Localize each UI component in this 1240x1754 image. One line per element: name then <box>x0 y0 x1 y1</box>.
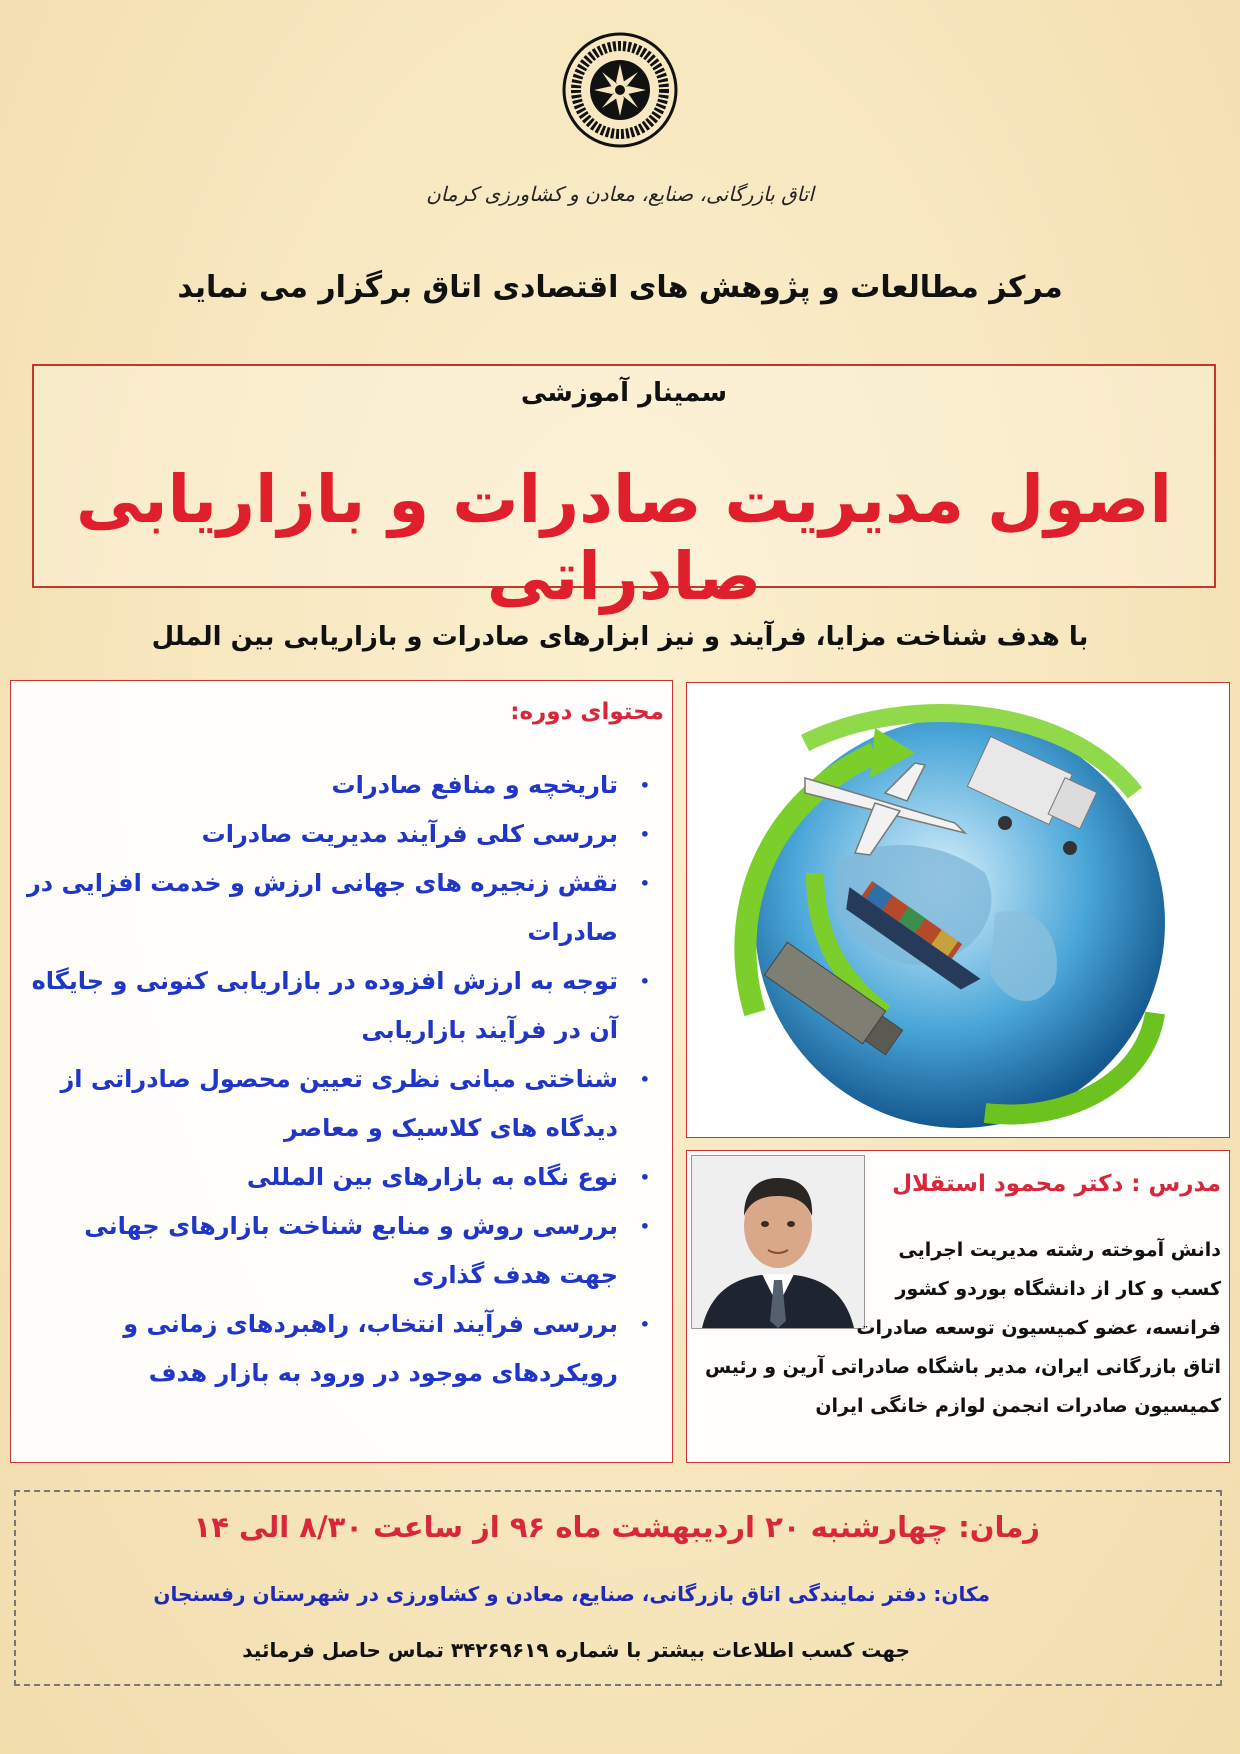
content-list <box>21 761 650 1398</box>
event-time: زمان: چهارشنبه ۲۰ اردیبهشت ماه ۹۶ از ساعت ۸/۳۰ الی ۱۴ <box>193 1510 1040 1544</box>
list-item: • تاریخچه و منافع صادرات <box>21 761 650 810</box>
bullet-icon: • <box>639 1168 650 1187</box>
bullet-icon: • <box>639 825 650 844</box>
bio-line: کمیسیون صادرات انجمن لوازم خانگی ایران <box>815 1395 1221 1417</box>
instructor-bio <box>701 1231 1221 1426</box>
event-place: مکان: دفتر نمایندگی اتاق بازرگانی، صنایع، معادن و کشاورزی در شهرستان رفسنجان <box>153 1582 990 1606</box>
list-item: • نوع نگاه به بازارهای بین المللی <box>21 1153 650 1202</box>
organizer-line: مرکز مطالعات و پژوهش های اقتصادی اتاق برگزار می نماید <box>177 270 1063 305</box>
bio-line: فرانسه، عضو کمیسیون توسعه صادرات <box>856 1317 1221 1339</box>
seminar-title: اصول مدیریت صادرات و بازاریابی صادراتی <box>75 461 1173 615</box>
list-item: • بررسی کلی فرآیند مدیریت صادرات <box>21 810 650 859</box>
list-item: • توجه به ارزش افزوده در بازاریابی کنونی و جایگاه آن در فرآیند بازاریابی <box>21 957 650 1055</box>
bio-line: دانش آموخته رشته مدیریت اجرایی <box>898 1239 1221 1261</box>
bullet-icon: • <box>639 1315 650 1334</box>
bullet-icon: • <box>639 874 650 893</box>
event-info-box <box>14 1490 1222 1686</box>
instructor-box <box>686 1150 1230 1463</box>
bio-line: کسب و کار از دانشگاه بوردو کشور <box>895 1278 1221 1300</box>
goal-line: با هدف شناخت مزایا، فرآیند و نیز ابزارهای صادرات و بازاریابی بین الملل <box>151 622 1089 652</box>
title-box <box>32 364 1216 615</box>
chamber-logo <box>560 30 680 150</box>
globe-illustration <box>686 683 1229 1138</box>
bullet-icon: • <box>639 776 650 795</box>
globe-logistics-image <box>686 682 1230 1138</box>
list-item: • نقش زنجیره های جهانی ارزش و خدمت افزایی در صادرات <box>21 859 650 957</box>
chamber-name: اتاق بازرگانی، صنایع، معادن و کشاورزی کرمان <box>426 182 814 206</box>
content-heading: محتوای دوره: <box>510 699 664 725</box>
bullet-icon: • <box>639 1070 650 1089</box>
bullet-icon: • <box>639 1217 650 1236</box>
instructor-name: مدرس : دکتر محمود استقلال <box>892 1171 1221 1197</box>
list-item: • شناختی مبانی نظری تعیین محصول صادراتی از دیدگاه های کلاسیک و معاصر <box>21 1055 650 1153</box>
course-content-box <box>10 680 673 1463</box>
contact-info: جهت کسب اطلاعات بیشتر با شماره ۳۴۲۶۹۶۱۹ تماس حاصل فرمائید <box>242 1638 910 1662</box>
list-item: • بررسی روش و منابع شناخت بازارهای جهانی جهت هدف گذاری <box>21 1202 650 1300</box>
list-item: • بررسی فرآیند انتخاب، راهبردهای زمانی و رویکردهای موجود در ورود به بازار هدف <box>21 1300 650 1398</box>
bio-line: اتاق بازرگانی ایران، مدیر باشگاه صادراتی آرین و رئیس <box>704 1356 1221 1378</box>
bullet-icon: • <box>639 972 650 991</box>
seminar-type: سمینار آموزشی <box>520 378 728 408</box>
